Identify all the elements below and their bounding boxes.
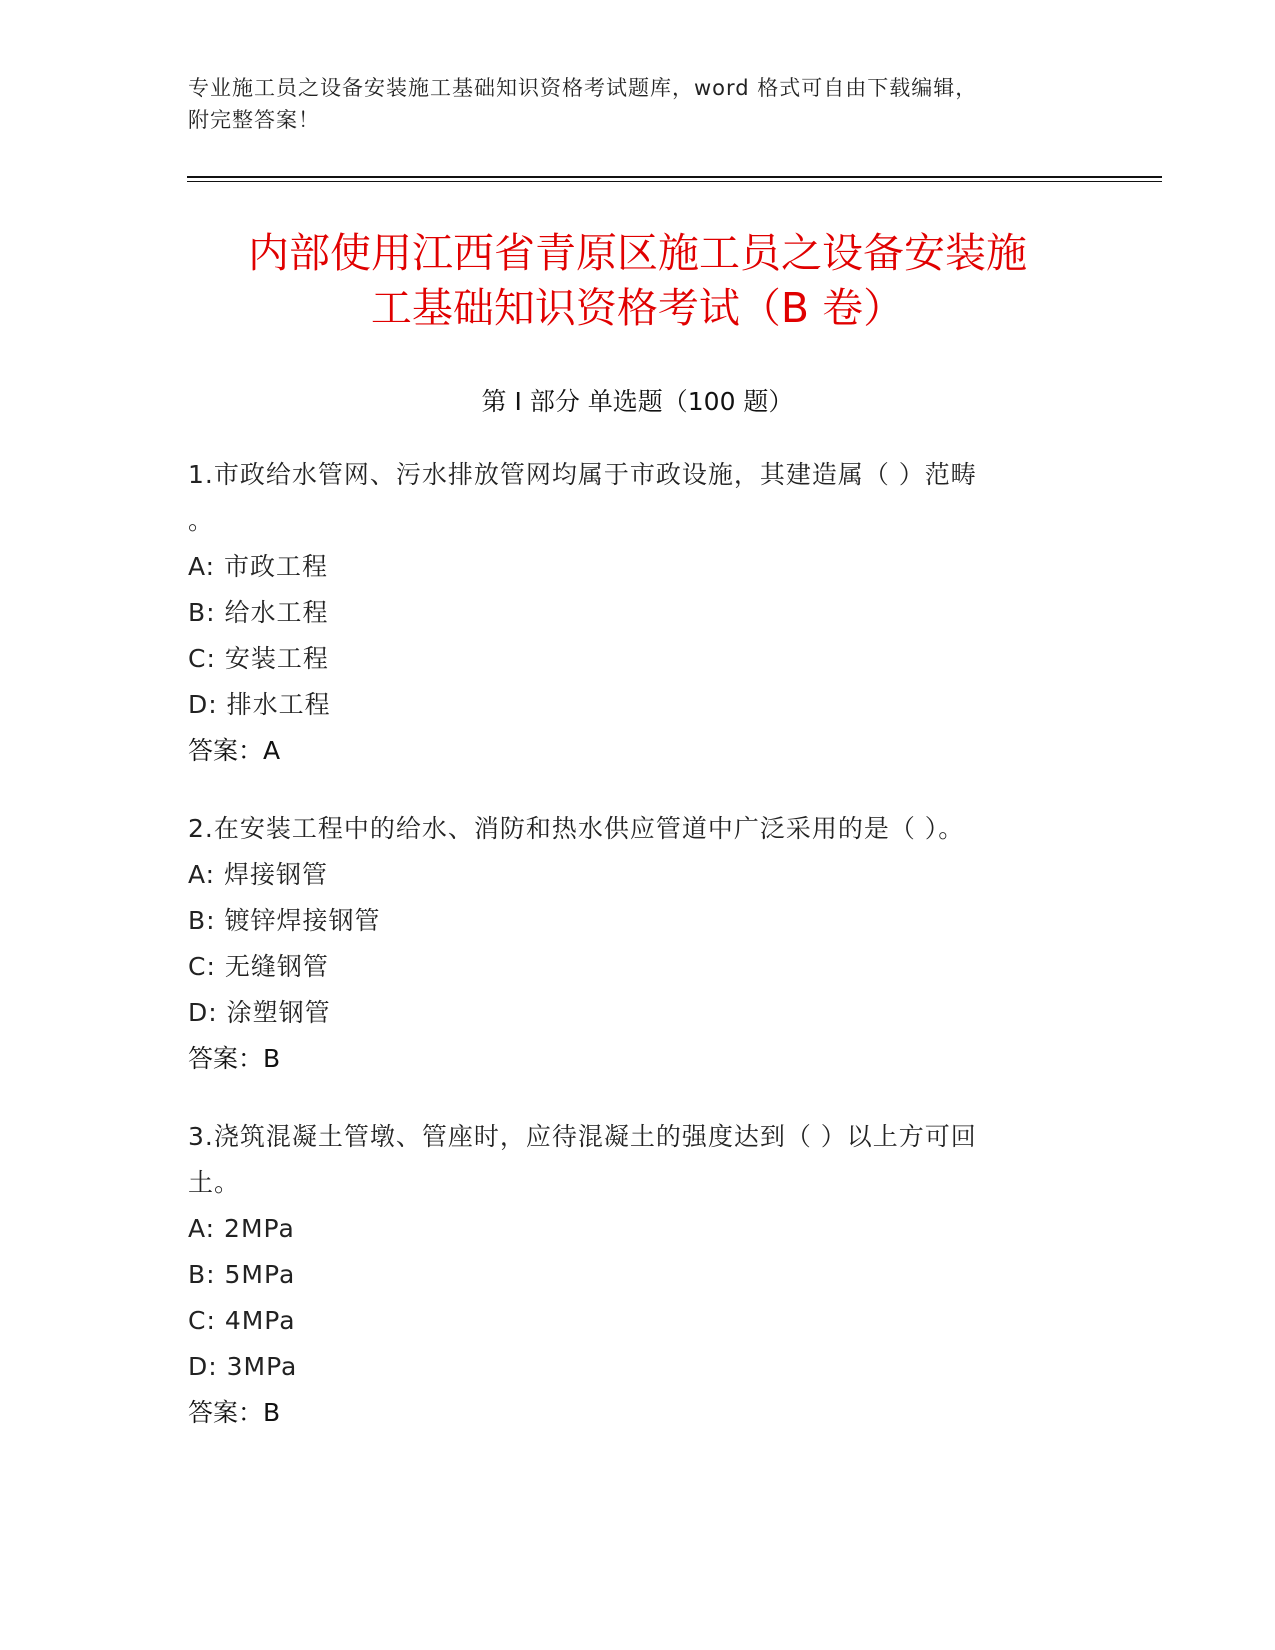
option-a: A: 市政工程 [188, 552, 329, 581]
section-heading: 第 I 部分 单选题（100 题） [481, 387, 794, 416]
option-a: A: 2MPa [188, 1214, 295, 1243]
option-d: D: 涂塑钢管 [188, 998, 331, 1027]
answer: 答案：B [188, 1044, 281, 1073]
question-stem-line-1: 3.浇筑混凝土管墩、管座时，应待混凝土的强度达到（ ）以上方可回 [188, 1122, 977, 1151]
question-stem-line-1: 2.在安装工程中的给水、消防和热水供应管道中广泛采用的是（ ）。 [188, 814, 965, 843]
option-c: C: 4MPa [188, 1306, 296, 1335]
header-divider-thin [187, 181, 1162, 182]
header-note-line-2: 附完整答案！ [188, 108, 320, 132]
option-d: D: 排水工程 [188, 690, 331, 719]
option-b: B: 给水工程 [188, 598, 329, 627]
question-3 [188, 1114, 1088, 1436]
question-stem-line-1: 1.市政给水管网、污水排放管网均属于市政设施，其建造属（ ）范畴 [188, 460, 977, 489]
answer: 答案：B [188, 1398, 281, 1427]
document-title-line-1: 内部使用江西省青原区施工员之设备安装施 [248, 229, 1027, 277]
option-c: C: 无缝钢管 [188, 952, 329, 981]
header-note-line-1: 专业施工员之设备安装施工基础知识资格考试题库，word 格式可自由下载编辑， [188, 76, 978, 100]
option-a: A: 焊接钢管 [188, 860, 329, 889]
option-c: C: 安装工程 [188, 644, 329, 673]
header-divider-thick [187, 176, 1162, 178]
document-title-line-2: 工基础知识资格考试（B 卷） [370, 284, 905, 332]
option-b: B: 5MPa [188, 1260, 296, 1289]
document-title [150, 226, 1125, 336]
option-b: B: 镀锌焊接钢管 [188, 906, 381, 935]
option-d: D: 3MPa [188, 1352, 298, 1381]
question-stem-line-2: 土。 [188, 1168, 241, 1197]
header-note [188, 72, 1088, 136]
answer: 答案：A [188, 736, 281, 765]
question-1 [188, 452, 1088, 774]
question-stem-line-2: 。 [188, 506, 215, 535]
question-2 [188, 806, 1088, 1082]
